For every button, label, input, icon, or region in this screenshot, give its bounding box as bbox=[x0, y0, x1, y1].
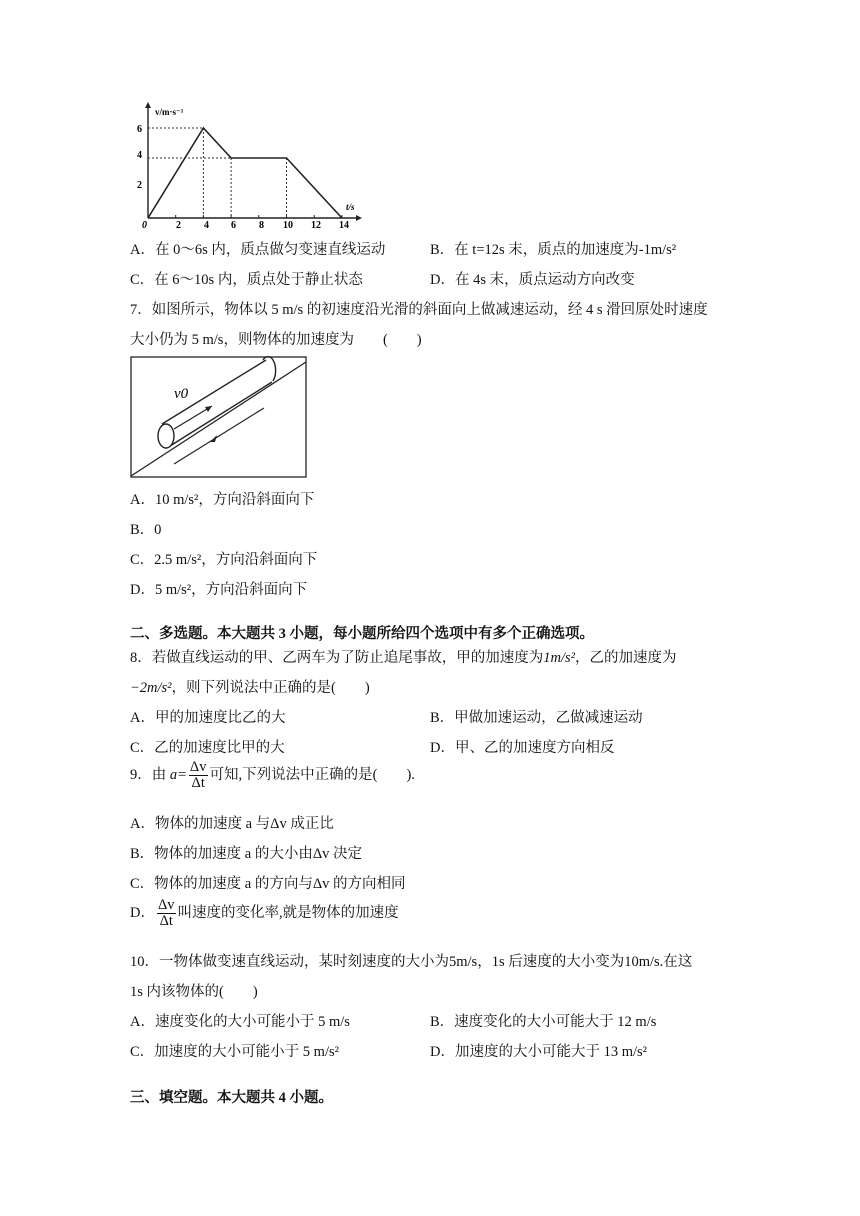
q7-option-a: A．10 m/s²，方向沿斜面向下 bbox=[130, 492, 315, 508]
y-tick-2: 2 bbox=[137, 180, 142, 191]
q10-option-b: B．速度变化的大小可能大于 12 m/s bbox=[430, 1014, 657, 1030]
v0-label: v0 bbox=[174, 386, 189, 402]
incline-figure bbox=[130, 356, 308, 480]
q6-option-d: D．在 4s 末，质点运动方向改变 bbox=[430, 272, 635, 288]
q10-line2: 1s 内该物体的( ) bbox=[130, 984, 258, 1000]
q8-line2: −2m/s²，则下列说法中正确的是( ) bbox=[130, 680, 370, 696]
section2-heading: 二、多选题。本大题共 3 小题，每小题所给四个选项中有多个正确选项。 bbox=[130, 626, 594, 642]
q6-option-a: A．在 0～6s 内，质点做匀变速直线运动 bbox=[130, 242, 386, 258]
x-tick-4: 4 bbox=[204, 220, 209, 230]
q7-option-d: D．5 m/s²，方向沿斜面向下 bbox=[130, 582, 308, 598]
x-axis-label: t/s bbox=[346, 202, 355, 212]
cylinder-front bbox=[158, 424, 174, 448]
y-tick-6: 6 bbox=[137, 124, 142, 135]
q10-line1: 10．一物体做变速直线运动，某时刻速度的大小为5m/s，1s 后速度的大小变为10m/s.在这 bbox=[130, 954, 693, 970]
q9-option-b: B．物体的加速度 a 的大小由Δv 决定 bbox=[130, 846, 363, 862]
x-tick-2: 2 bbox=[176, 220, 181, 230]
q10-option-c: C．加速度的大小可能小于 5 m/s² bbox=[130, 1044, 339, 1060]
q9-option-a: A．物体的加速度 a 与Δv 成正比 bbox=[130, 816, 334, 832]
vt-chart bbox=[128, 100, 364, 230]
x-tick-14: 14 bbox=[339, 220, 349, 230]
q6-option-c: C．在 6～10s 内，质点处于静止状态 bbox=[130, 272, 363, 288]
x-tick-6: 6 bbox=[231, 220, 236, 230]
y-axis-label: v/m·s⁻¹ bbox=[155, 107, 184, 117]
x-tick-0: 0 bbox=[142, 220, 147, 230]
q9-option-d: D． $\frac{\Delta v}{\Delta t}$ 叫速度的变化率,就是物体的加速度 bbox=[130, 897, 399, 930]
q8-option-b: B．甲做加速运动，乙做减速运动 bbox=[430, 710, 643, 726]
x-tick-12: 12 bbox=[311, 220, 321, 230]
q9-option-c: C．物体的加速度 a 的方向与Δv 的方向相同 bbox=[130, 876, 406, 892]
q10-option-d: D．加速度的大小可能大于 13 m/s² bbox=[430, 1044, 648, 1060]
q9-stem: 9．由 a= $\frac{\Delta v}{\Delta t}$ 可知,下列说法中正确的是( ). bbox=[130, 759, 415, 792]
q6-option-b: B．在 t=12s 末，质点的加速度为-1m/s² bbox=[430, 242, 677, 258]
v0-arrow bbox=[174, 406, 212, 429]
x-tick-8: 8 bbox=[259, 220, 264, 230]
q8-option-c: C．乙的加速度比甲的大 bbox=[130, 740, 285, 756]
y-tick-4: 4 bbox=[137, 150, 142, 161]
x-tick-10: 10 bbox=[283, 220, 293, 230]
q10-option-a: A．速度变化的大小可能小于 5 m/s bbox=[130, 1014, 350, 1030]
q7-option-b: B．0 bbox=[130, 522, 162, 538]
incline-surface bbox=[131, 362, 306, 476]
q7-stem-line2: 大小仍为 5 m/s，则物体的加速度为 ( ) bbox=[130, 332, 422, 348]
return-arrow bbox=[174, 408, 264, 464]
q8-line1: 8．若做直线运动的甲、乙两车为了防止追尾事故，甲的加速度为1m/s²，乙的加速度为 bbox=[130, 650, 677, 666]
q8-option-a: A．甲的加速度比乙的大 bbox=[130, 710, 286, 726]
q7-option-c: C．2.5 m/s²，方向沿斜面向下 bbox=[130, 552, 318, 568]
q9-fraction: $\frac{\Delta v}{\Delta t}$ bbox=[189, 759, 207, 792]
section3-heading: 三、填空题。本大题共 4 小题。 bbox=[130, 1090, 333, 1106]
q7-stem-line1: 7．如图所示，物体以 5 m/s 的初速度沿光滑的斜面向上做减速运动，经 4 s 滑回原处时速度 bbox=[130, 302, 708, 318]
q9-d-fraction: $\frac{\Delta v}{\Delta t}$ bbox=[157, 897, 175, 930]
q8-option-d: D．甲、乙的加速度方向相反 bbox=[430, 740, 615, 756]
